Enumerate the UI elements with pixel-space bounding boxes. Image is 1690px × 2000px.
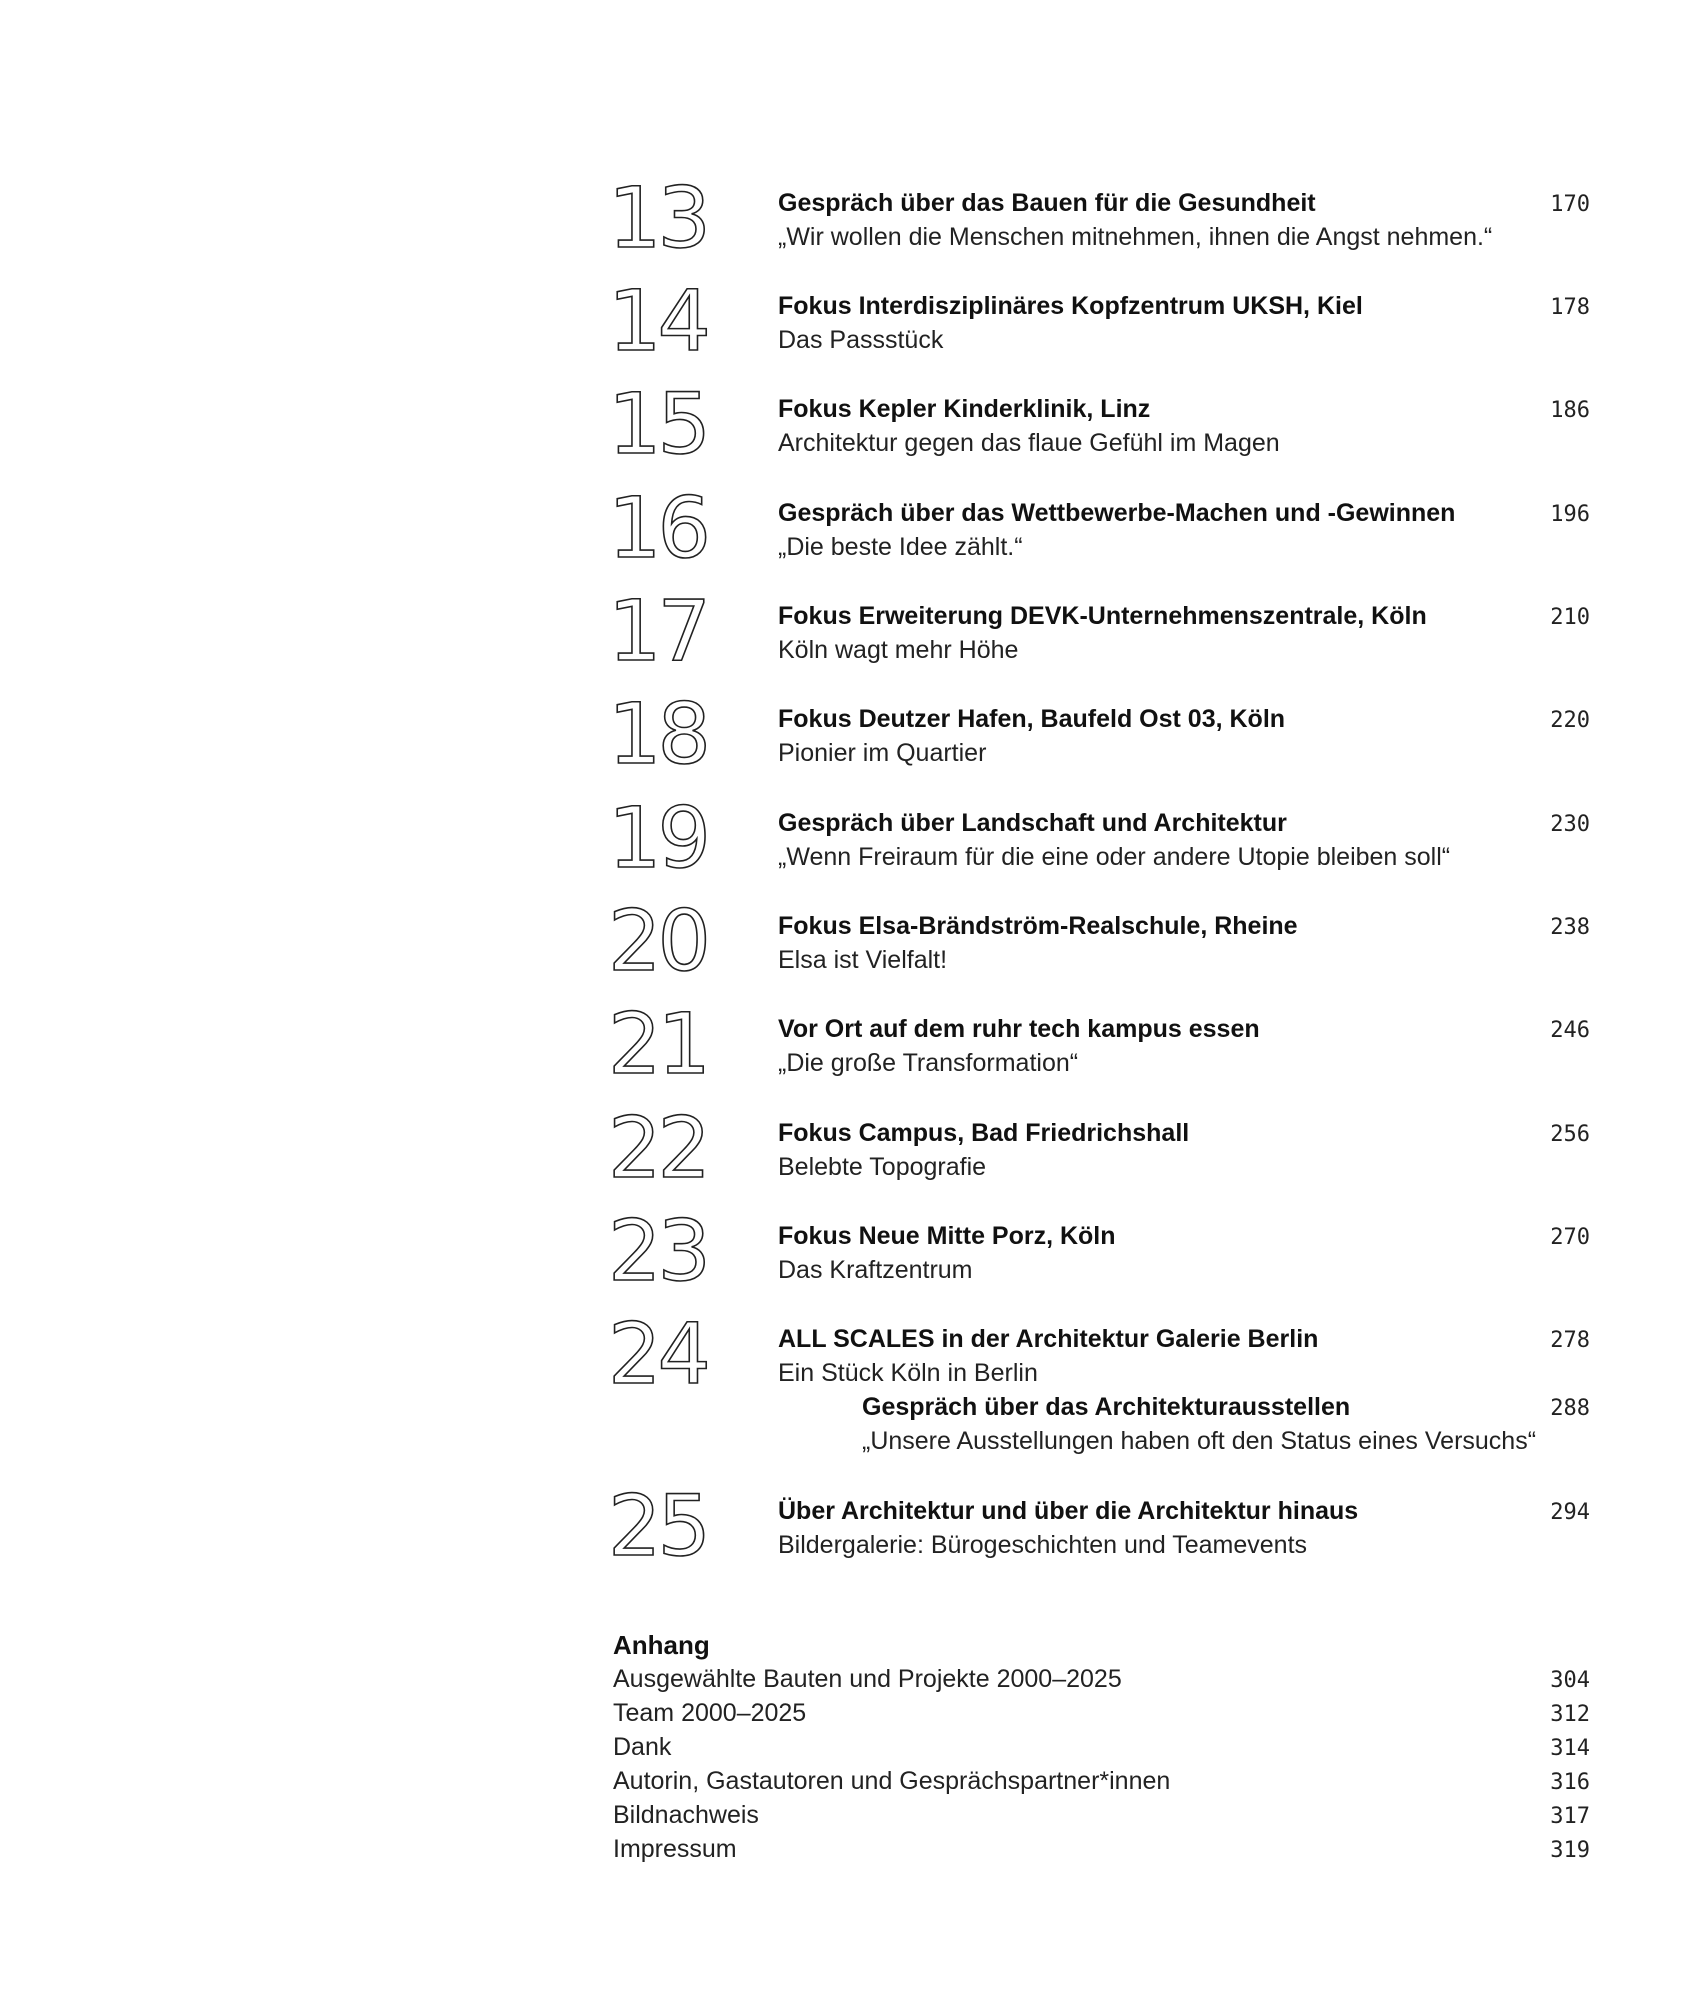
appendix-item[interactable]: [0, 1730, 1690, 1764]
chapter-number: 22: [608, 1099, 707, 1197]
entry-subtitle: „Die beste Idee zählt.“: [778, 533, 1023, 561]
appendix-item[interactable]: [0, 1764, 1690, 1798]
entry-subtitle: Ein Stück Köln in Berlin: [778, 1359, 1038, 1387]
chapter-number: 19: [608, 789, 707, 887]
entry-title: Vor Ort auf dem ruhr tech kampus essen: [778, 1015, 1260, 1043]
page-number: 312: [1550, 1702, 1590, 1727]
page-number: 238: [1550, 915, 1590, 940]
page-number: 170: [1550, 192, 1590, 217]
page-number: 196: [1550, 502, 1590, 527]
appendix-item[interactable]: [0, 1696, 1690, 1730]
entry-title: Fokus Interdisziplinäres Kopfzentrum UKSH, Kiel: [778, 292, 1363, 320]
toc-entry-19[interactable]: [0, 789, 1690, 908]
toc-sub-entry-24[interactable]: [0, 1392, 1690, 1492]
entry-title: ALL SCALES in der Architektur Galerie Berlin: [778, 1325, 1319, 1353]
chapter-number: 17: [608, 582, 707, 680]
appendix-item-label: Dank: [613, 1733, 672, 1761]
entry-subtitle: Belebte Topografie: [778, 1153, 987, 1181]
toc-entry-16[interactable]: [0, 479, 1690, 598]
entry-title: Fokus Neue Mitte Porz, Köln: [778, 1222, 1116, 1250]
page-number: 304: [1550, 1668, 1590, 1693]
appendix-item-label: Autorin, Gastautoren und Gesprächspartner*innen: [613, 1767, 1171, 1795]
entry-title: Fokus Deutzer Hafen, Baufeld Ost 03, Köln: [778, 705, 1286, 733]
page-number: 294: [1550, 1500, 1590, 1525]
entry-title: Über Architektur und über die Architektur hinaus: [778, 1497, 1359, 1525]
page-number: 317: [1550, 1804, 1590, 1829]
entry-subtitle: Pionier im Quartier: [778, 739, 987, 767]
toc-entry-25[interactable]: [0, 1477, 1690, 1596]
entry-subtitle: Das Kraftzentrum: [778, 1256, 973, 1284]
entry-title: Fokus Kepler Kinderklinik, Linz: [778, 395, 1151, 423]
entry-subtitle: „Unsere Ausstellungen haben oft den Status eines Versuchs“: [862, 1427, 1537, 1455]
entry-title: Fokus Elsa-Brändström-Realschule, Rheine: [778, 912, 1298, 940]
appendix-item[interactable]: [0, 1832, 1690, 1866]
entry-subtitle: Architektur gegen das flaue Gefühl im Magen: [778, 429, 1280, 457]
chapter-number: 15: [608, 375, 707, 473]
entry-subtitle: „Wir wollen die Menschen mitnehmen, ihnen die Angst nehmen.“: [778, 223, 1493, 251]
toc-entry-15[interactable]: [0, 375, 1690, 494]
toc-entry-23[interactable]: [0, 1202, 1690, 1321]
chapter-number: 14: [608, 272, 707, 370]
entry-title: Gespräch über das Architekturausstellen: [862, 1393, 1351, 1421]
page-number: 316: [1550, 1770, 1590, 1795]
entry-subtitle: „Wenn Freiraum für die eine oder andere Utopie bleiben soll“: [778, 843, 1451, 871]
page-number: 230: [1550, 812, 1590, 837]
page-number: 314: [1550, 1736, 1590, 1761]
page-number: 270: [1550, 1225, 1590, 1250]
page-number: 319: [1550, 1838, 1590, 1863]
toc-entry-21[interactable]: [0, 995, 1690, 1114]
chapter-number: 18: [608, 685, 707, 783]
page-number: 220: [1550, 708, 1590, 733]
entry-subtitle: Elsa ist Vielfalt!: [778, 946, 948, 974]
page-number: 210: [1550, 605, 1590, 630]
page-number: 246: [1550, 1018, 1590, 1043]
page-number: 288: [1550, 1396, 1590, 1421]
toc-entry-14[interactable]: [0, 272, 1690, 391]
appendix-item-label: Impressum: [613, 1835, 737, 1863]
appendix-item-label: Bildnachweis: [613, 1801, 759, 1829]
entry-title: Gespräch über Landschaft und Architektur: [778, 809, 1287, 837]
chapter-number: 25: [608, 1477, 707, 1575]
chapter-number: 20: [608, 892, 707, 990]
chapter-number: 13: [608, 169, 707, 267]
entry-title: Gespräch über das Wettbewerbe-Machen und -Gewinnen: [778, 499, 1456, 527]
page-number: 178: [1550, 295, 1590, 320]
entry-subtitle: Das Passstück: [778, 326, 944, 354]
chapter-number: 23: [608, 1202, 707, 1300]
entry-subtitle: Bildergalerie: Bürogeschichten und Teamevents: [778, 1531, 1308, 1559]
entry-title: Fokus Campus, Bad Friedrichshall: [778, 1119, 1190, 1147]
appendix-item-label: Ausgewählte Bauten und Projekte 2000–2025: [613, 1665, 1122, 1693]
chapter-number: 21: [608, 995, 707, 1093]
appendix-item[interactable]: [0, 1798, 1690, 1832]
toc-entry-13[interactable]: [0, 169, 1690, 288]
appendix-item[interactable]: [0, 1662, 1690, 1696]
toc-entry-22[interactable]: [0, 1099, 1690, 1218]
page-number: 186: [1550, 398, 1590, 423]
entry-title: Fokus Erweiterung DEVK-Unternehmenszentrale, Köln: [778, 602, 1427, 630]
entry-title: Gespräch über das Bauen für die Gesundheit: [778, 189, 1316, 217]
chapter-number: 16: [608, 479, 707, 577]
toc-entry-18[interactable]: [0, 685, 1690, 804]
chapter-number: 24: [608, 1305, 707, 1403]
appendix-item-label: Team 2000–2025: [613, 1699, 807, 1727]
entry-subtitle: „Die große Transformation“: [778, 1049, 1079, 1077]
page-number: 256: [1550, 1122, 1590, 1147]
page-number: 278: [1550, 1328, 1590, 1353]
toc-entry-20[interactable]: [0, 892, 1690, 1011]
toc-entry-17[interactable]: [0, 582, 1690, 701]
entry-subtitle: Köln wagt mehr Höhe: [778, 636, 1019, 664]
appendix-heading: Anhang: [613, 1630, 710, 1660]
